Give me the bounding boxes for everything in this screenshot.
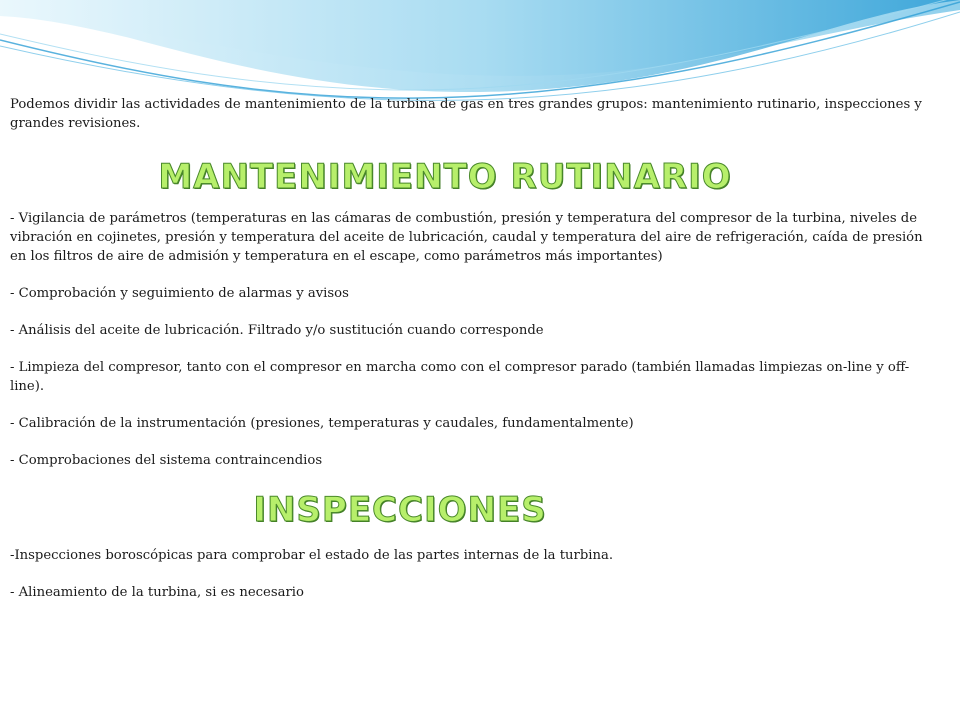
list-item: - Comprobaciones del sistema contraincendios	[10, 453, 323, 468]
list-item: -Inspecciones boroscópicas para comprobar el estado de las partes internas de la turbina.	[10, 548, 614, 563]
heading-inspecciones: INSPECCIONES	[253, 490, 547, 530]
list-item: - Vigilancia de parámetros (temperaturas en las cámaras de combustión, presión y temperatura del compresor de la turbina, niveles de vibración en cojinetes, presión y temperatura del aceite de lubricación, caudal y temperatura del aire de refrigeración, caída de presión en los filtros de aire de admisión y temperatura en el escape, como parámetros más importantes)	[10, 211, 923, 264]
heading-mantenimiento-rutinario: MANTENIMIENTO RUTINARIO	[158, 157, 732, 197]
intro-paragraph: Podemos dividir las actividades de mantenimiento de la turbina de gas en tres grandes grupos: mantenimiento rutinario, inspecciones y grandes revisiones.	[10, 97, 922, 131]
list-item: - Calibración de la instrumentación (presiones, temperaturas y caudales, fundamentalmente)	[10, 416, 634, 431]
list-item: - Análisis del aceite de lubricación. Filtrado y/o sustitución cuando corresponde	[10, 323, 544, 338]
wave-banner-decoration	[0, 0, 960, 110]
slide-content	[10, 95, 940, 602]
list-item: - Alineamiento de la turbina, si es necesario	[10, 585, 304, 600]
wave-shape-front	[0, 0, 960, 92]
list-item: - Limpieza del compresor, tanto con el compresor en marcha como con el compresor parado (también llamadas limpiezas on-line y off-line).	[10, 360, 910, 394]
list-item: - Comprobación y seguimiento de alarmas y avisos	[10, 286, 349, 301]
